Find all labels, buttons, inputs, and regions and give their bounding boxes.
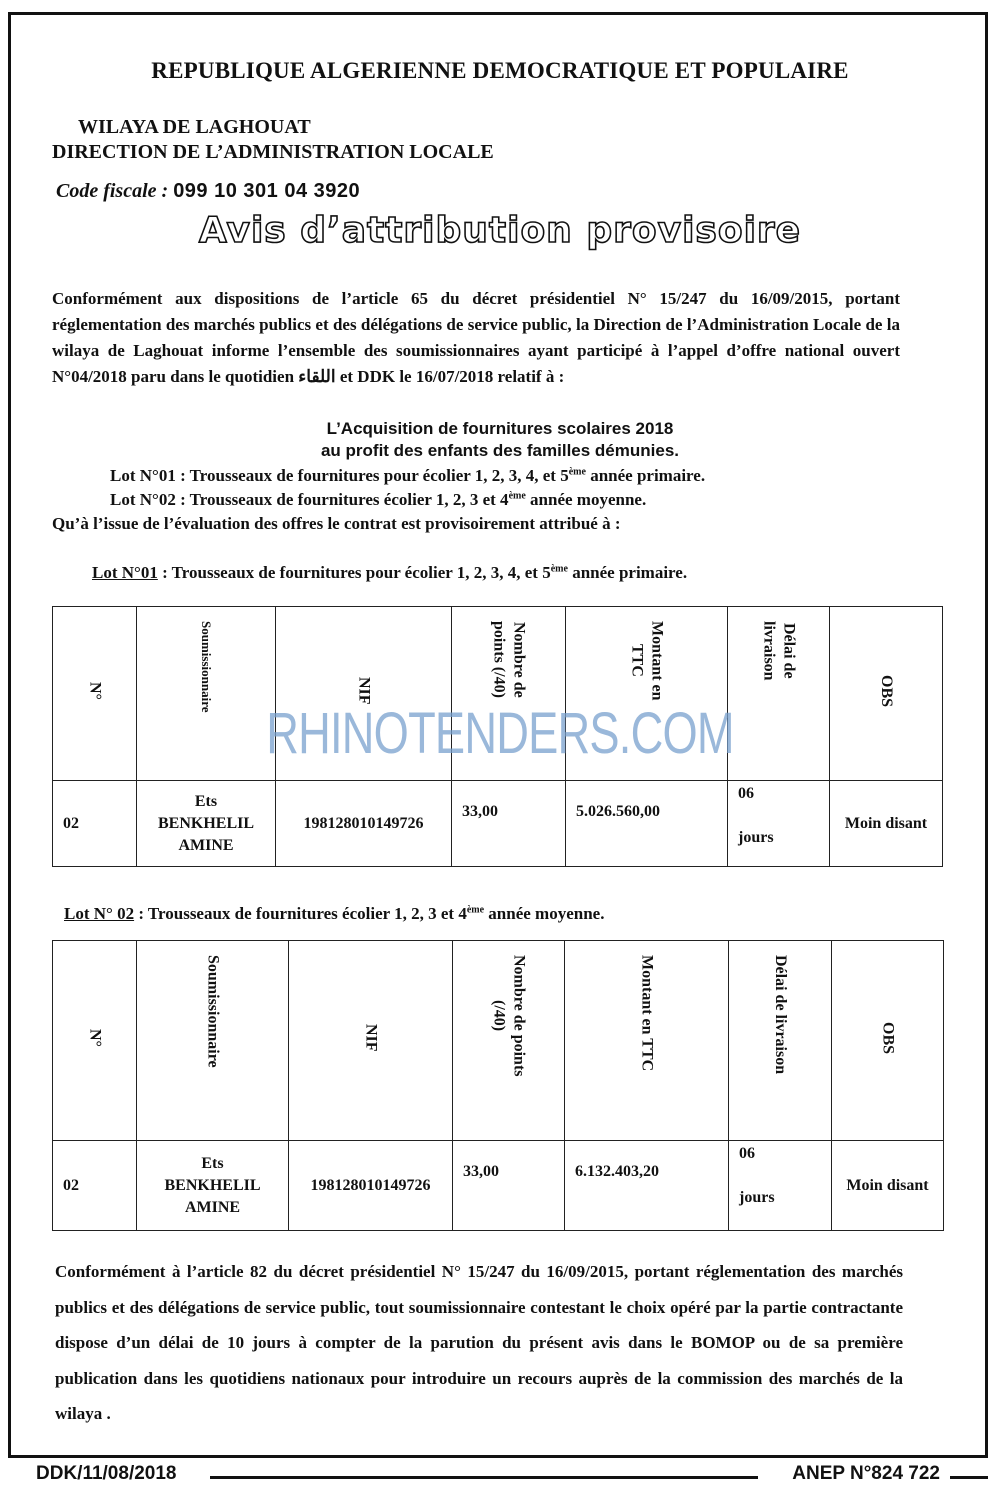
delai-days: 06 [739,1145,755,1162]
lot1-label [92,563,687,583]
header-cell-points: Nombre de points (/40) [453,941,565,1141]
header-cell-nif: NIF [289,941,453,1141]
lot2-summary-sup: ème [508,490,526,502]
cell-delai [728,781,830,867]
soumissionnaire-line-2: BENKHELIL [157,814,255,832]
header-cell-points: Nombre de points (/40) [452,607,566,781]
wilaya-heading: WILAYA DE LAGHOUAT [78,116,311,138]
watermark-text: RHINOTENDERS.COM [266,701,734,766]
header-cell-delai: Délai de livraison [728,607,830,781]
header-cell-montant: Montant en TTC [566,607,728,781]
delai-unit: jours [738,829,774,846]
cell-nif: 198128010149726 [289,1141,453,1231]
table-header-row [53,941,944,1141]
lot2-summary [110,490,646,510]
lot2-label [64,904,604,924]
delai-days: 06 [738,785,754,802]
header-cell-montant: Montant en TTC [565,941,729,1141]
lot1-summary-end: année primaire. [585,466,706,485]
soumissionnaire-line-3: AMINE [184,1198,241,1216]
lot2-label-sup: ème [466,904,485,916]
cell-nif: 198128010149726 [276,781,452,867]
republic-heading: REPUBLIQUE ALGERIENNE DEMOCRATIQUE ET POPULAIRE [151,58,849,83]
footer-rule-end [950,1476,988,1479]
fiscal-code [56,180,360,203]
lot2-label-text: : Trousseaux de fournitures écolier 1, 2, 3 et 4 [134,904,467,923]
header-cell-soumissionnaire: Soumissionnaire [137,941,289,1141]
cell-points: 33,00 [452,781,566,867]
fiscal-code-value: 099 10 301 04 3920 [173,180,361,202]
footer-publication-ref: DDK/11/08/2018 [36,1463,177,1484]
acquisition-subject [0,418,1000,462]
lot2-table [52,940,944,1231]
table-row [53,1141,944,1231]
header-cell-obs: OBS [830,607,943,781]
lot1-label-text: : Trousseaux de fournitures pour écolier 1, 2, 3, 4, et 5 [157,563,551,582]
soumissionnaire-line-2: BENKHELIL [164,1176,261,1194]
soumissionnaire-line-1: Ets [194,792,218,810]
lot2-summary-text: Lot N°02 : Trousseaux de fournitures écolier 1, 2, 3 et 4 [110,490,509,509]
lot2-summary-end: année moyenne. [525,490,647,509]
header-cell-obs: OBS [832,941,944,1141]
lot1-summary-text: Lot N°01 : Trousseaux de fournitures pour écolier 1, 2, 3, 4, et 5 [110,466,569,485]
cell-montant: 5.026.560,00 [566,781,728,867]
cell-montant: 6.132.403,20 [565,1141,729,1231]
attribution-statement: Qu’à l’issue de l’évaluation des offres le contrat est provisoirement attribué à : [52,514,621,533]
soumissionnaire-line-1: Ets [201,1154,224,1172]
cell-no: 02 [53,1141,137,1231]
footer-rule [210,1476,758,1479]
cell-obs: Moin disant [830,781,943,867]
notice-title: Avis d’attribution provisoire [198,210,802,251]
cell-soumissionnaire [137,1141,289,1231]
cell-soumissionnaire [137,781,276,867]
lot2-label-title: Lot N° 02 [64,904,135,923]
lot1-summary-sup: ème [568,466,586,478]
lot1-summary [110,466,705,486]
fiscal-code-label: Code fiscale : [56,180,174,202]
cell-obs: Moin disant [832,1141,944,1231]
lot1-label-title: Lot N°01 [92,563,158,582]
direction-heading: DIRECTION DE L’ADMINISTRATION LOCALE [52,141,494,163]
header-cell-delai: Délai de livraison [729,941,832,1141]
acquisition-line-2: au profit des enfants des familles démunies. [320,441,680,460]
header-cell-no: N° [53,941,137,1141]
header-cell-no: N° [53,607,137,781]
header-cell-nif: NIF [276,607,452,781]
header-cell-soumissionnaire: Soumissionnaire [137,607,276,781]
cell-points: 33,00 [453,1141,565,1231]
cell-delai [729,1141,832,1231]
acquisition-line-1: L’Acquisition de fournitures scolaires 2018 [326,419,674,438]
lot1-label-end: année primaire. [567,563,688,582]
lot2-label-end: année moyenne. [484,904,605,923]
intro-paragraph: Conformément aux dispositions de l’article 65 du décret présidentiel N° 15/247 du 16/09/2015, portant réglementation des marchés publics et des délégations de service public, la Direction de l’Administration Locale de la wilaya de Laghouat informe l’ensemble des soumissionnaires ayant participé à l’appel d’offre national ouvert N°04/2018 paru dans le quotidien اللقاء et DDK le 16/07/2018 relatif à : [52,289,900,386]
appeal-paragraph: Conformément à l’article 82 du décret présidentiel N° 15/247 du 16/09/2015, portant réglementation des marchés publics et des délégations de service public, tout soumissionnaire contestant le choix opéré par la partie contractante dispose d’un délai de 10 jours à compter de la parution du présent avis dans le BOMOP ou de sa première publication dans les quotidiens nationaux pour introduire un recours auprès de la commission des marchés de la wilaya . [55,1262,903,1423]
soumissionnaire-line-3: AMINE [178,836,234,854]
table-row [53,781,943,867]
footer-anep-ref: ANEP N°824 722 [792,1463,940,1484]
cell-no: 02 [53,781,137,867]
delai-unit: jours [739,1189,775,1206]
lot1-label-sup: ème [550,563,568,575]
